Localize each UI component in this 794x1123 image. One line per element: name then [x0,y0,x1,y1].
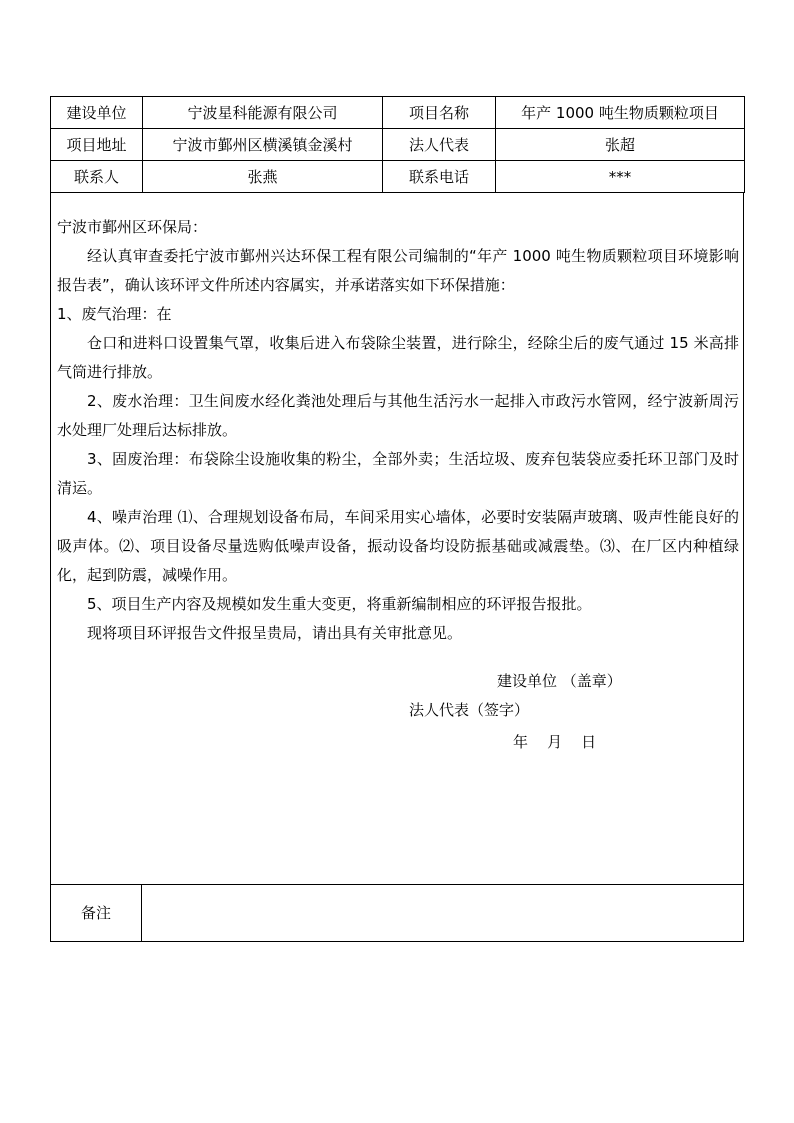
project-address-value: 宁波市鄞州区横溪镇金溪村 [143,129,383,161]
item-5: 5、项目生产内容及规模如发生重大变更，将重新编制相应的环评报告报批。 [87,595,592,613]
construction-unit-label: 建设单位 [51,97,143,129]
project-name-label: 项目名称 [383,97,496,129]
legal-rep-label: 法人代表 [383,129,496,161]
legal-rep-value: 张超 [496,129,745,161]
contact-label: 联系人 [51,161,143,193]
remarks-label: 备注 [51,885,142,941]
sign-unit: 建设单位 （盖章） [497,672,622,690]
remarks-value [142,885,743,941]
intro-paragraph: 经认真审查委托宁波市鄞州兴达环保工程有限公司编制的“年产 1000 吨生物质颗粒项目环境影响报告表”，确认该环评文件所述内容属实，并承诺落实如下环保措施： [57,247,739,294]
item-1-title: 1、废气治理：在 [57,305,172,323]
sign-date: 年 月 日 [513,733,597,751]
closing-paragraph: 现将项目环评报告文件报呈贵局，请出具有关审批意见。 [87,624,463,642]
item-2: 2、废水治理：卫生间废水经化粪池处理后与其他生活污水一起排入市政污水管网，经宁波新周污水处理厂处理后达标排放。 [57,392,739,439]
phone-value: *** [496,161,745,193]
table-row [51,97,745,129]
construction-unit-value: 宁波星科能源有限公司 [143,97,383,129]
item-3: 3、固废治理：布袋除尘设施收集的粉尘，全部外卖；生活垃圾、废弃包装袋应委托环卫部门及时清运。 [57,450,739,497]
commitment-letter-box [50,193,744,885]
project-info-table [50,96,745,193]
item-1-body: 仓口和进料口设置集气罩，收集后进入布袋除尘装置，进行除尘，经除尘后的废气通过 15 米高排气筒进行排放。 [57,334,739,381]
table-row [51,161,745,193]
phone-label: 联系电话 [383,161,496,193]
remarks-row [50,884,744,942]
project-name-value: 年产 1000 吨生物质颗粒项目 [496,97,745,129]
salutation: 宁波市鄞州区环保局： [57,218,208,236]
letter-content [57,213,739,648]
project-address-label: 项目地址 [51,129,143,161]
item-4: 4、噪声治理 ⑴、合理规划设备布局，车间采用实心墙体，必要时安装隔声玻璃、吸声性能良好的吸声体。⑵、项目设备尽量选购低噪声设备，振动设备均设防振基础或减震垫。⑶、在厂区内种植绿化，起到防震，减噪作用。 [57,508,739,584]
table-row [51,129,745,161]
contact-value: 张燕 [143,161,383,193]
sign-legal-rep: 法人代表（签字） [409,701,530,719]
